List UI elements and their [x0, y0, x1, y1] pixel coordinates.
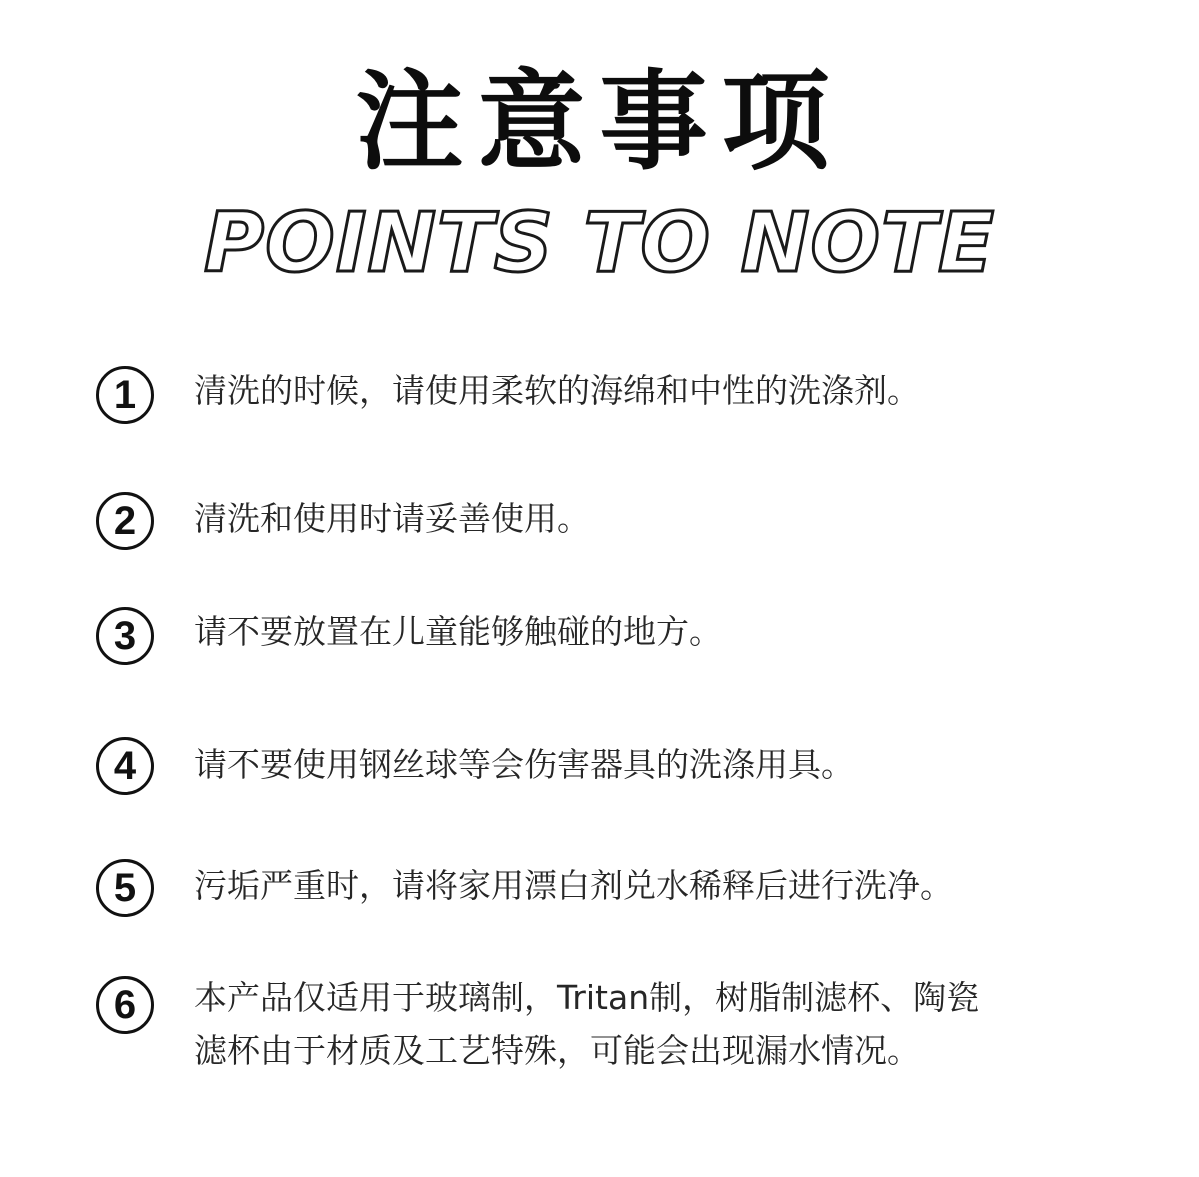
number-badge-6: 6: [96, 976, 154, 1034]
number-badge-4: 4: [96, 737, 154, 795]
note-text-1: 清洗的时候，请使用柔软的海绵和中性的洗涤剂。: [194, 371, 920, 410]
note-text-4: 请不要使用钢丝球等会伤害器具的洗涤用具。: [194, 745, 854, 784]
note-text-5: 污垢严重时，请将家用漂白剂兑水稀释后进行洗净。: [194, 866, 953, 905]
page-subtitle: POINTS TO NOTE: [204, 196, 995, 291]
note-text-2: 清洗和使用时请妥善使用。: [194, 499, 590, 538]
number-badge-5: 5: [96, 859, 154, 917]
number-badge-3: 3: [96, 607, 154, 665]
note-text-3: 请不要放置在儿童能够触碰的地方。: [194, 612, 722, 651]
number-badge-2: 2: [96, 492, 154, 550]
note-text-6: 本产品仅适用于玻璃制，Tritan制，树脂制滤杯、陶瓷 滤杯由于材质及工艺特殊，可能会出现漏水情况。: [194, 978, 980, 1070]
number-badge-1: 1: [96, 366, 154, 424]
page-title: 注意事项: [355, 60, 844, 185]
